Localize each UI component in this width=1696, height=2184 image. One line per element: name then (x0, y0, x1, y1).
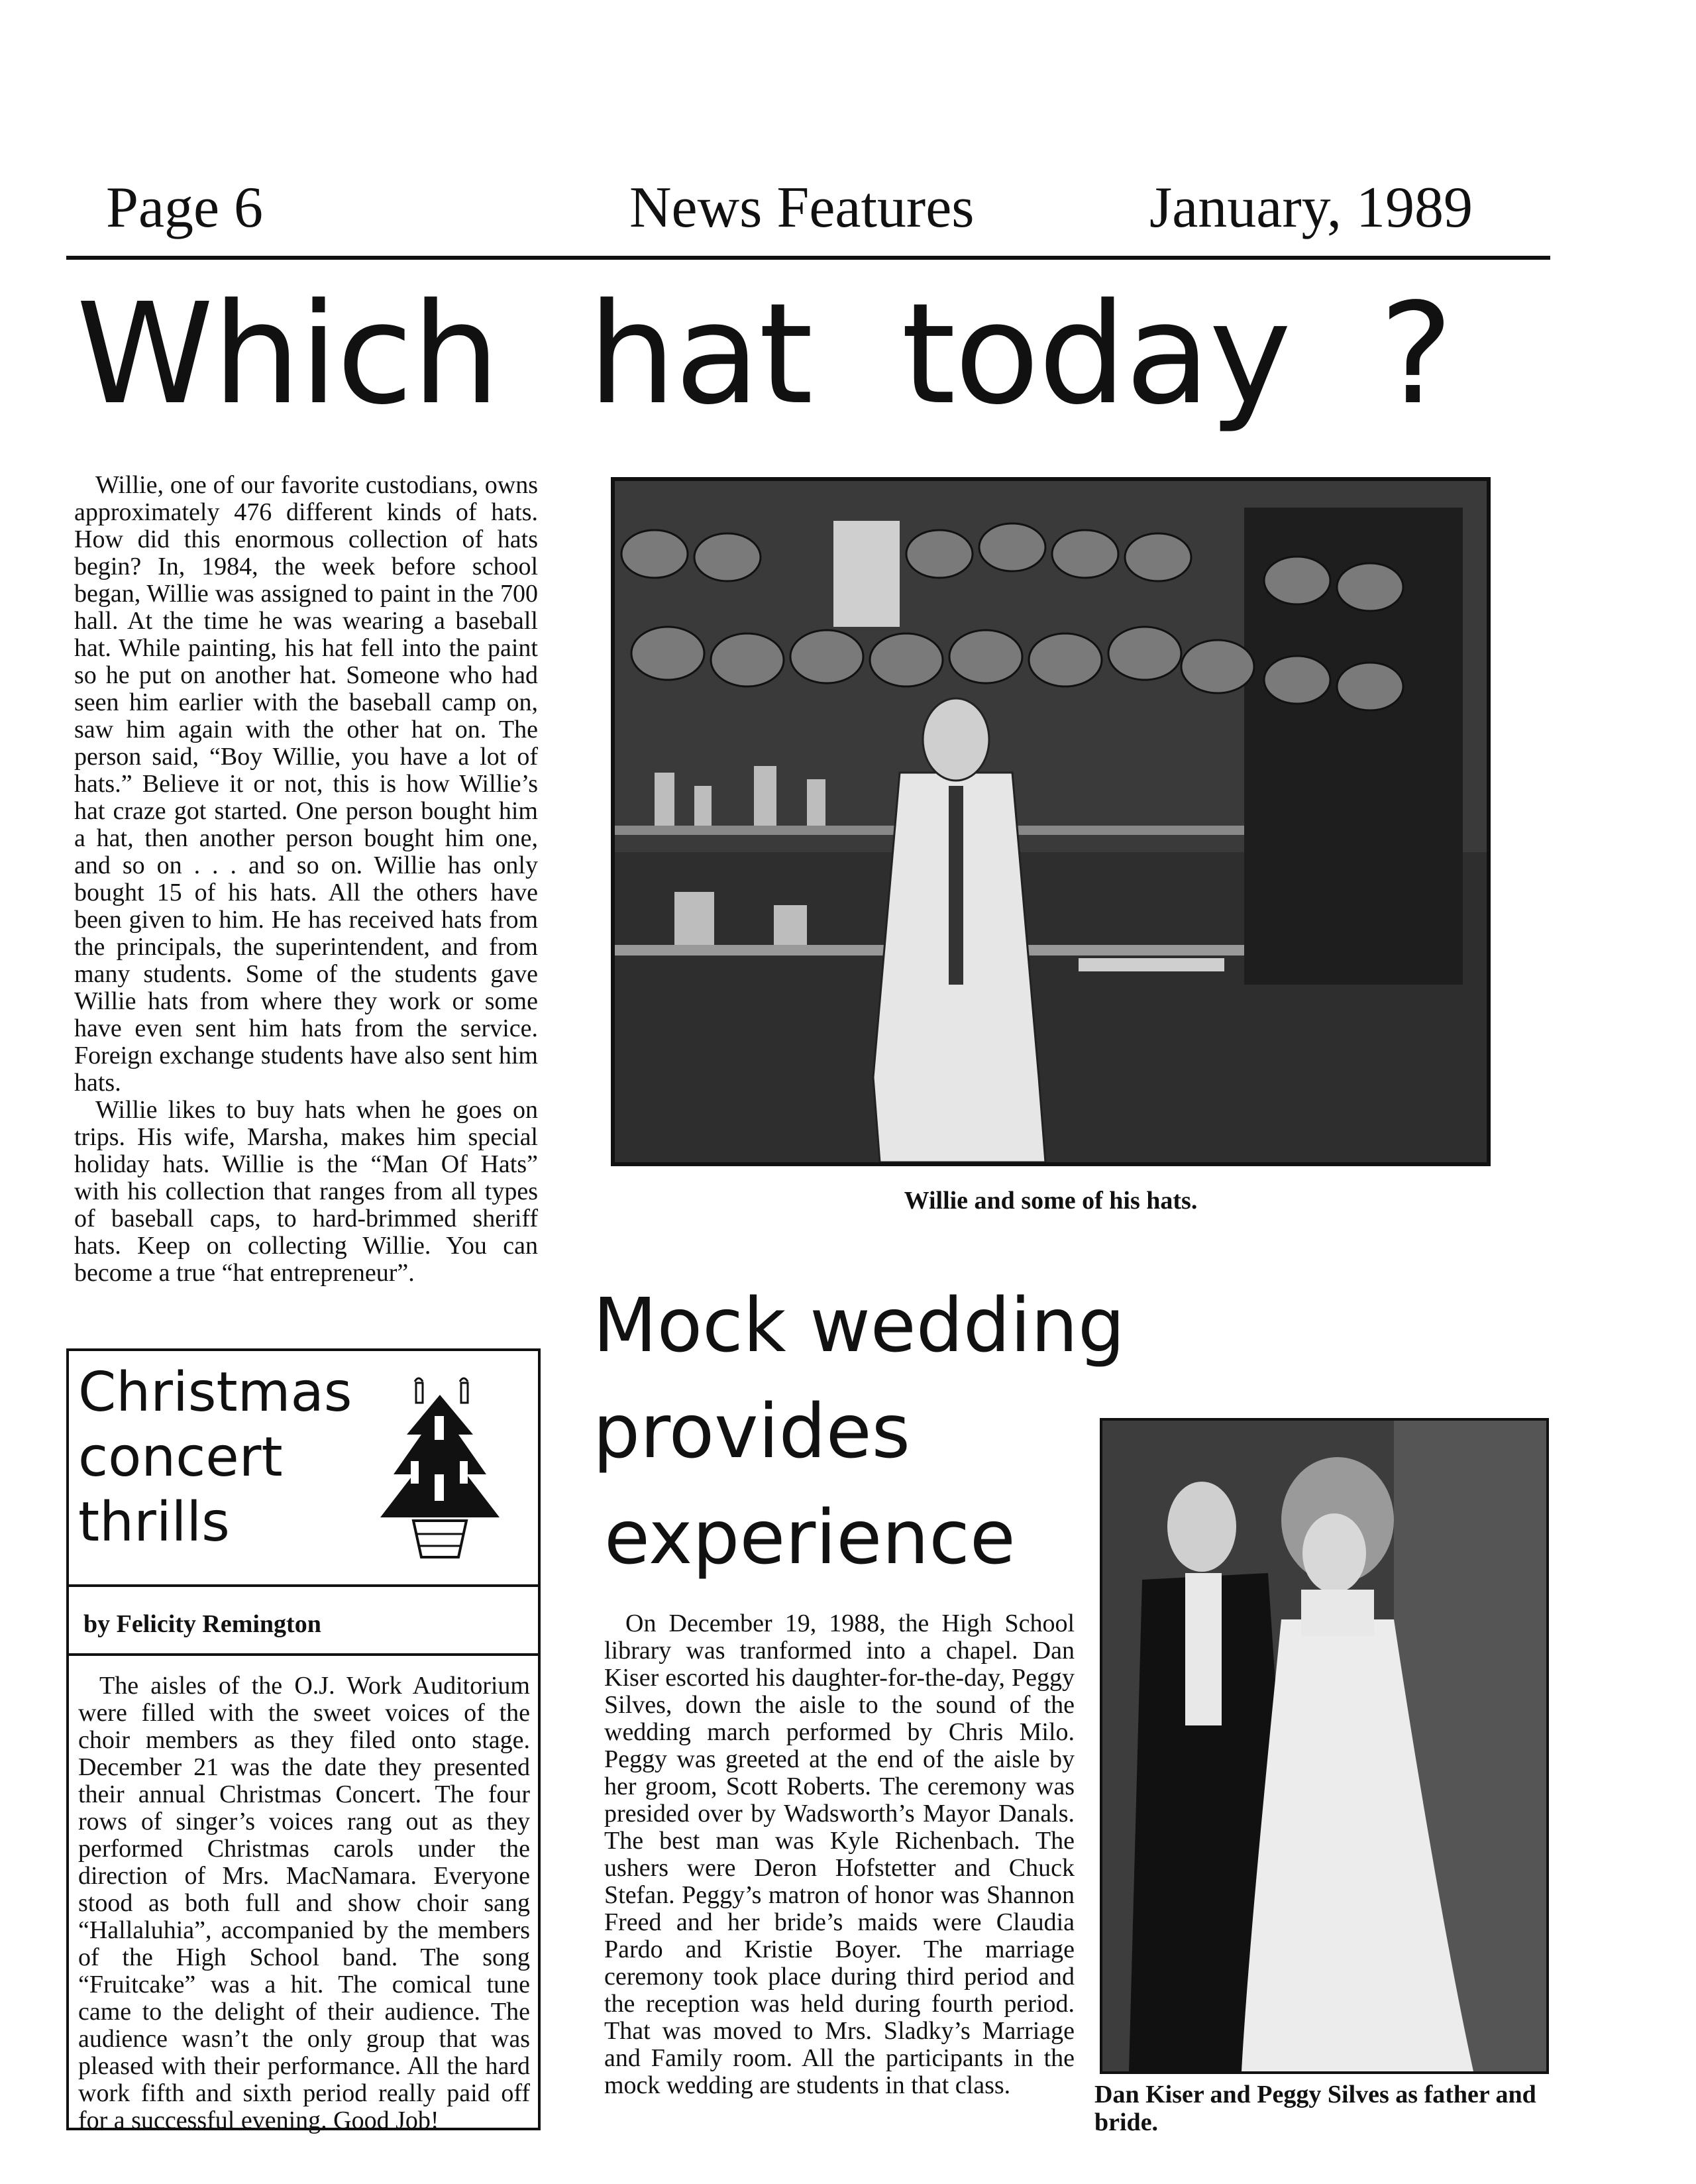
hat-story-paragraph-2: Willie likes to buy hats when he goes on trips. His wife, Marsha, makes him special holiday hats. Willie is the “Man Of Hats” with his collection that ranges from all types of baseball caps, to hard-brimmed sheriff hats. Keep on collecting Willie. You can become a true “hat entrepreneur”. (74, 1096, 538, 1287)
page-number: Page 6 (106, 176, 264, 240)
hat-photo-illustration (615, 481, 1487, 1162)
main-headline: Which hat today ? (76, 273, 1452, 435)
header-rule (66, 256, 1550, 260)
christmas-headline-line-2: concert (78, 1426, 283, 1489)
issue-date: January, 1989 (1149, 176, 1473, 240)
christmas-byline: by Felicity Remington (83, 1610, 321, 1638)
wedding-photo-caption: Dan Kiser and Peggy Silves as father and bride. (1094, 2081, 1536, 2136)
wedding-photo (1100, 1418, 1549, 2074)
wedding-story-body (604, 1610, 1075, 2099)
christmas-headline-line-1: Christmas (78, 1361, 352, 1424)
hat-collection-photo (611, 477, 1491, 1166)
christmas-tree-icon (374, 1368, 506, 1567)
hat-story-paragraph-1: Willie, one of our favorite custodians, owns approximately 476 different kinds of hats. How did this enormous collection of hats begin? In, 1984, the week before school began, Willie was assigned to paint in the 700 hall. At the time he was wearing a baseball hat. While painting, his hat fell into the paint so he put on another hat. Someone who had seen him earlier with the baseball camp on, saw him again with the other hat on. The person said, “Boy Willie, you have a lot of hats.” Believe it or not, this is how Willie’s hat craze got started. One person bought him a hat, then another person bought him one, and so on . . . and so on. Willie has only bought 15 of his hats. All the others have been given to him. He has received hats from the principals, the superintendent, and from many students. Some of the students gave Willie hats from where they work or some have even sent him hats from the service. Foreign exchange students have also sent him hats. (74, 471, 538, 1097)
section-name: News Features (629, 176, 975, 240)
wedding-headline-line-1: Mock wedding (593, 1283, 1126, 1369)
wedding-story-paragraph: On December 19, 1988, the High School library was tranformed into a chapel. Dan Kiser escorted his daughter-for-the-day, Peggy Silves, down the aisle to the sound of the wedding march performed by Chris Milo. Peggy was greeted at the end of the aisle by her groom, Scott Roberts. The ceremony was presided over by Wadsworth’s Mayor Danals. The best man was Kyle Richenbach. The ushers were Deron Hofstetter and Chuck Stefan. Peggy’s matron of honor was Shannon Freed and her bride’s maids were Claudia Pardo and Kristie Boyer. The marriage ceremony took place during third period and the reception was held during fourth period. That was moved to Mrs. Sladky’s Marriage and Family room. All the participants in the mock wedding are students in that class. (604, 1610, 1075, 2099)
christmas-title-area (69, 1351, 538, 1587)
wedding-photo-illustration (1102, 1421, 1546, 2071)
wedding-headline-line-2: provides (593, 1389, 910, 1475)
christmas-concert-box (66, 1348, 541, 2134)
wedding-headline-line-3: experience (604, 1495, 1016, 1581)
christmas-story-paragraph: The aisles of the O.J. Work Auditorium were filled with the sweet voices of the choir members as they filed onto stage. December 21 was the date they presented their annual Christmas Concert. The four rows of singer’s voices rang out as they performed Christmas carols under the direction of Mrs. MacNamara. Everyone stood as both full and show choir sang “Hallaluhia”, accompanied by the members of the High School band. The song “Fruitcake” was a hit. The comical tune came to the delight of their audience. The audience wasn’t the only group that was pleased with their performance. All the hard work fifth and sixth period really paid off for a successful evening. Good Job! (78, 1672, 530, 2134)
hat-story-body (74, 472, 538, 1287)
christmas-story-body (78, 1672, 530, 2134)
hat-photo-caption: Willie and some of his hats. (904, 1187, 1198, 1215)
christmas-headline-line-3: thrills (78, 1491, 230, 1554)
christmas-byline-area (69, 1587, 538, 1656)
christmas-headline (78, 1360, 370, 1555)
